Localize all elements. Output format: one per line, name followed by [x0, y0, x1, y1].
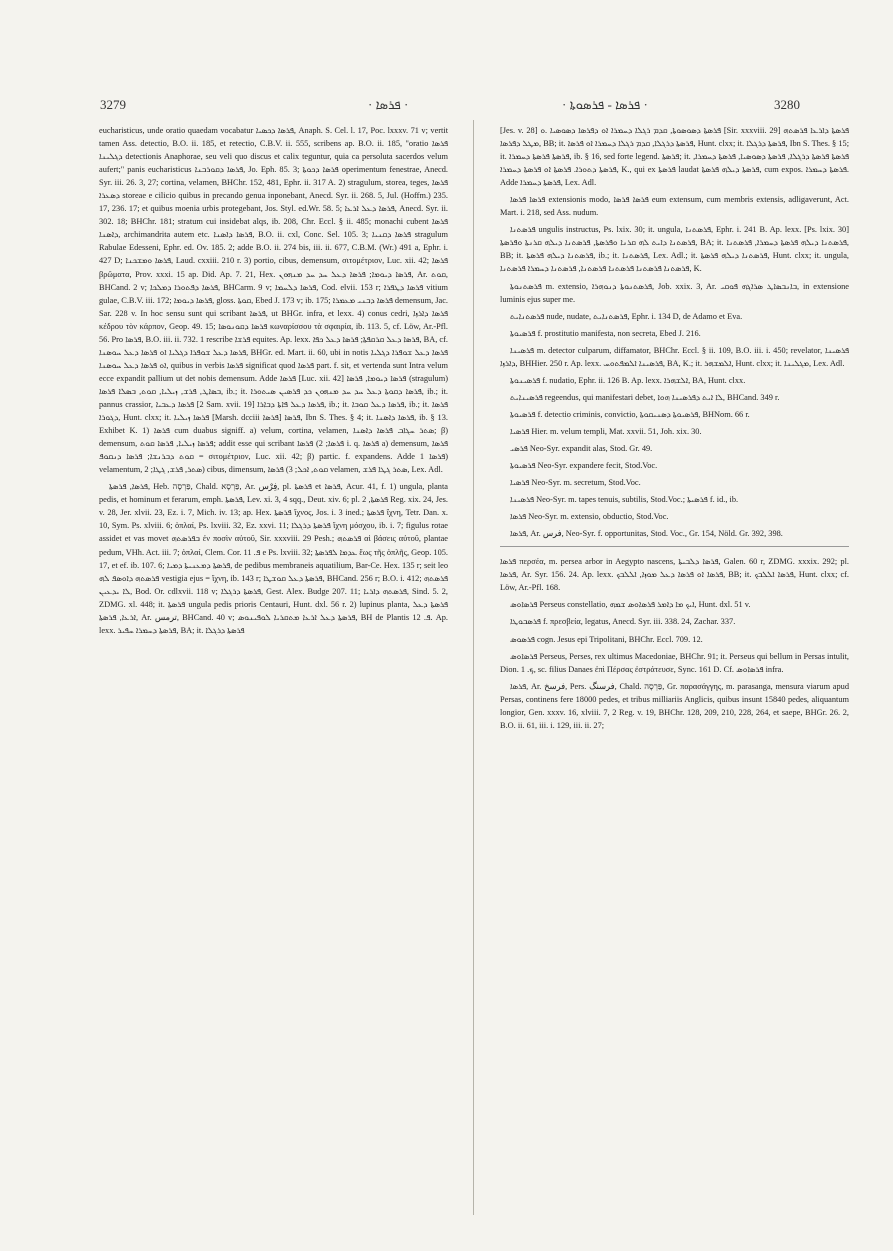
entry-right-16: ܦܪܣܐ, Ar. فرس, Neo-Syr. f. opportunitas, Stod. Voc., Gr. 154, Nöld. Gr. 392, 398. — [510, 529, 783, 539]
entry-right-11: ܦܪܣܝ Neo-Syr. expandit alas, Stod. Gr. 49. — [510, 443, 653, 453]
right-column — [500, 124, 849, 1214]
entry-right-5: ܦܪܣܝܘܬܐ f. prostitutio manifesta, non secreta, Ebed J. 216. — [510, 328, 701, 338]
entry-left-0: eucharisticus, unde oratio quaedam vocabatur ܦܪܣܐ ܕܟܣܝܐ, Anaph. S. Cel. l. 17, Poc. lxxxv. 71 v; vertit tamen Ass. detectio, B.O. ii. 185, et retectio, C.B.V. ii. 555, scribens ap. B.O. ii. 185, "oratio ܦܪܣܐ ܕܓܠܝܢܐ detectionis Anaphorae, seu veli quo discus et calix teguntur, quia ca persoluta sacerdos velum aufert;" panis eucharisticus ܦܪܣܐ ܕܩܘܪܒܢܐ, Jo. Eph. 85. 3; ܦܪܣܐ ܕܟܘܬܐ operimentum fenestrae, Anecd. Syr. iii. 26. 3, 27; cortina, velamen, BHChr. 152, 481, Ephr. ii. 317 A. 2) stragulum, storea, teges, ܦܪܣܐ ܕܣܥܪܐ storeae e cilicio quibus in precando genua inponebant, Anecd. Syr. ii. 268. 5, Jul. (Hoffm.) 235. 17, 236. 17; et quibus moenia urbis protegebant, Jos. Styl. ed.Wr. 58. 5; ܦܪܣܐ ܕܥܠ ܐܪܥܐ, Anecd. Syr. ii. 302. 18; BHChr. 181; stratum cui insidebat alqs, ib. 208, Chr. Eccl. § ii. 485; monachi cubent ܦܪܣܐ ܕܐܣܢܐ, archimandrita autem etc. ܦܪܣܐ ܕܐܣܢܐ, B.O. ii. cxl, Conc. Sel. 105. 3; ܦܪܣܐ ܕܩܢܝܐ stragulum Rabulae Edesseni, Ephr. ed. Ov. 185. 2; adde B.O. ii. 274 bis, iii. ii. 677, C.B.M. (Wr.) 491 a, Ephr. i. 427 D; ܦܪܣܐ ܘܡܫܟܢܐ, Laud. cxxiii. 210 r. 3) portio, cibus, demensum, σιτομέτριον, Luc. xii. 42; ܦܪܣܐ βρῶματα, Prov. xxxi. 15 ap. Did. Ap. 7. 21, Hex. ܦܪܣܐ ܕܝܘܡܐ; ܦܪܣܐ ܕܥܠ ܚܕ ܚܕ ܡܢܗܘܢ, Ar. ܩܘܬ, BHCand. 2 v; ܦܪܣܐ ܕܦܬܘܪܐ ܕܡܠܟܐ, BHCarm. 9 v; ܦܪܣܐ ܕܠܚܡܐ, Cod. elvii. 153 r; ܦܪܣܐ ܕܛܦܪܐ vitium gulae, C.B.V. iii. 172; ܦܪܣܐ ܕܝܘܡܐ, gloss. ܩܘܬܐ, Ebed J. 173 v; ib. 175; ܦܪܣܐ ܕܒܢܝ ܡܥܡܪܐ demensum, Jac. Sar. 228 v. In hoc sensu sunt qui scribant ܦܪܣܐ, ut BHGr. infra, et lexx. 4) conus cedri, ܦܪܣܐ ܕܐܪܙܐ κέδρου τὸν κάρπον, Geop. 49. 15; ܦܪܣܐ ܕܩܘܢܘܣܐ κωναρίσσου τὰ σφαιρία, ib. 113. 5, cf. Löw, Ar.-Pfl. 56. Pro ܦܪܣܐ, B.O. iii. ii. 732. 1 rescribe ܦܪܫܐ equites. Ap. lexx. ܦܪܣܐ ܕܥܠ ܩܪܩܦܬܐ; ܦܪܣܐ ܕܥܠ ܟܦܐ, BA, cf. ܦܪܣܐ ܕܥܠ ܫܘܦܪܐ ܕܓܠܝܐ ܐܘ ܦܪܣܐ ܕܥܠ ܚܘܣܢܐ, BHGr. ed. Mart. ii. 60, ubi in notis ܦܪܣܐ ܕܥܠ ܫܘܦܪܐ ܕܓܠܝܐ ܐܘ ܦܪܣܐ ܕܥܠ ܚܘܣܢܐ, quibus in verbis ܦܪܣܐ significat quod ܦܪܣܐ part. f. sit, et vertenda sunt Intra velum ecce expandit pallium ut det nobis demensum. Adde ܦܪܣܐ [Luc. xii. 42] ܦܪܣܐ ܕܝܘܡܐ, ܦܪܣܐ (stragulum) ܒܣܐܛ, ܦܪܫ, ܙܝܠܝܐ, ܩܘܬ, ܒܣܠܐ ܦܪܣܐ, ib.; it. ܦܪܣܐ ܕܩܘܬܐ ܕܥܠ ܚܕ ܚܕ ܡܢܗܘܢ ܟܕ ܦܪܣܝܢ ܣܝܬܘܪܐ, ib.; it. pannus crassior, ܦܪܣܐ ܕܥܒܝܐ [2 Sam. xvii. 19] ܦܪܣܐ ܕܥܠ ܦܐܬܐ ܕܒܐܪܐ, ib.; it. ܦܪܣܐ ܕܥܠ ܩܘܒܐ, ib.; it. ܦܪܣܐ ܕܓܘܪܐ, Hunt. clxx; it. ܦܪܣܐ ܙܝܠܝܐ [Marsh. dcciii ܦܪܣܐ] ܦܪܣܐ, Ibn S. Thes. § 4; it. ܦܪܣܐ ܕܐܣܢܐ, ib. § 13. Exhibet K. 1) ܦܪܣܐ cum duabus signiff. a) velum, cortina, velamen, ܣܬܪ ܚܓܐܒ ܦܪܣܐ ܕܐܣܢܐ; β) demensum, ܦܪܣܐ ܙܝܠܝܐ, ܦܪܣܐ ܩܘܬ; addit esse qui scribant ܦܪܣܐ; 2) ܦܪܣܐ i. q. ܦܪܣܐ a) demensum, ܦܪܣܐ ܩܘܬ ܕܒܪܢܫܐ; ܦܪܣܐ ܕܢܩܘܦ = σιτομέτριον, Luc. xii. 42; β) partic. f. expandens. Adde ܦܪܣܐ 1) velamentum, ܣܬܪ, ܦܪܫ, ܓܛܐ; 2) cibus, dimensum, ܩܘܬ, ܐܟܠ; 3) ܦܪܣܐ velamen, ܣܬܪ ܓܛܐ ܦܪܫ, Lex. Adl. — [99, 126, 448, 475]
entry-right-0: [Jes. v. 28] ܦܪܣܬܐ ܕܣܘܣܘܬܐ, ܩܕܡ ܪܓܠܐ ܕܚܡܪܐ ܐܘ ܕܦܪܣܐ ܕܣܘܣܝܐ .ܘ [Sir. xxxviii. 29] ܦܪܣܬܐ ܕܐܪܥܐ ܦܪܣܬܗ ܡܛܠ ܕܦܪܣܐ, BB; it. ܦܪܣܬܐ ܕܪܓܠܐ, ܩܕܡ ܪܓܠܐ ܕܚܡܪܐ ܐܘ ܦܪܣܐ, Hunt. clxx; it. ܦܪܣܬܐ ܕܪܓܠܐ, Ibn S. Thes. § 15; it. ܦܪܣܬܐ ܦܪܣܬܐ ܕܚܡܪܐ, ib. § 16, sed forte legend. ܦܪܣܬܐ; it. ܦܪܣܬܐ ܦܪܣܬܐ ܕܪܓܠܐ, ܦܪܣܬܐ ܕܣܘܣܝܐ, ܦܪܣܬܐ ܕܚܡܪܐ, ܦܪܣܬܐ ܕܬܘܪܐ. ܦܪܣܬܐ ܐܘ ܦܪܣܬܐ ܕܚܡܪܐ, K., qui ex ܦܪܣܬܐ laudat ܦܪܣܬܐ ܕܝܠܗ ܦܪܣܬܐ, cum expos. ܦܪܣܬܐ ܕܚܡܪܐ. Adde ܦܪܣܬܐ ܕܚܡܪܐ, Lex. Adl. — [500, 126, 849, 188]
entry-right-7: ܦܪܣܝܢܘܬܐ f. nudatio, Ephr. ii. 126 B. Ap. lexx. ܐܠܫܗܪܐ, BA, Hunt. clxx. — [510, 375, 746, 385]
running-title-right: · ܦܪܣܐ - ܦܪܣܘܬܐ · — [562, 97, 648, 112]
page-number-right: 3280 — [774, 97, 800, 112]
entry-right-9: ܦܪܣܝܘܬܐ f. detectio criminis, convictio, ܦܪܣܝܘܬܐ ܕܣܢܝܩܘܬܐ, BHNom. 66 r. — [510, 409, 750, 419]
entry-left-1: ܦܪܣܐ, ܦܪܣܬܐ, Heb. פַּרְסָה, Chald. פַּרְסָא, Ar. فِرْس, pl. ܦܪܣܬܐ et ܦܪܣܐ, Acur. 41, f. 1) ungula, planta pedis, et hominum et ferarum, emph. ܦܪܣܬܐ, Lev. xi. 3, 4 sqq., Deut. xiv. 6; pl. ܦܪܣܬܐ, 2 Reg. xix. 24, Jes. v. 28, Jer. xlvii. 23, Ez. i. 7, Mich. iv. 13; ap. Hex. ܦܪܣܬܐ ἴχνος, Jos. i. 3 ined.; ܦܪܣܬܐ ἴχνη, Tetr. Dan. x. 10, Sym. Ps. xlviii. 6; ὁπλαί, Ps. lxviii. 32, Ez. xxvi. 11; ܦܪܣܬܐ ܕܪܓܠܐ ἴχνη μόσχου, ib. i. 7; figulus rotae assidet et vas movet ܒܦܪܣܬܗ ἐν ποσὶν αὐτοῦ, Sir. xxxviii. 29 Pesh.; ܦܪܣܬܗ αἱ βάσεις αὐτοῦ, plantae pedum, VHh. Act. iii. 7; ὁπλαί, Clem. Cor. ܦ. 11 e Ps. lxviii. 32; ܥܕܡܐ ܠܦܪܣܬܐ ἕως τῆς ὁπλῆς, Geop. 105. 17, et ef. ib. 107. 6; ܦܪܣܬܐ ܕܡܥܢܝܬܐ ܕܡܝܐ, de pedibus membraneis aquatilium, Bar-Ce. Hex. 135 r; seit leo ܦܪܣܬܗ ܕܐܘܣܦ ܠܗ vestigia ejus = ἴχνη, ib. 143 r; ܦܪܣܬܐ ܕܥܠ ܩܘܫܛܐ, BHCand. 256 r; B.O. i. 412; ܦܪܣܬܗ ܠܐ ܝܕܥܝܢ, Bod. Or. cdlxvii. 118 v; ܦܪܣܬܐ ܕܪܓܠܐ, Gest. Alex. Budge 207. 11; ܦܪܣܬܗ ܕܐܪܝܐ, Sind. 5. 2, ZDMG. xl. 448; it. ܦܪܣܬܐ ungula pedis prioris Centauri, Hunt. dxl. 56 r. 2) lupinus planta, ܦܪܣܬܐ ܕܥܠ ܐܪܥܐ, ܦܪܣܬܐ, Ar. ترمس, BHCand. 40 v; ܦܪܣܬܐ ܕܥܠ ܐܪܥܐ ܡܬܩܪܝܐ ܠܘܦܝܢܘܣ, BH de Plantis ܦ. 12. Ap. lexx. ܦܪܣܬܐ ܕܚܡܪܐ ܚܦܝܪ, BA; it. ܦܪܣܬܐ ܕܪܓܠܐ — [99, 482, 448, 635]
running-title-left: · ܦܪܣܐ · — [368, 97, 409, 112]
entry-right-b3: ܦܪܣܘܣ cogn. Jesus epi Tripolitani, BHChr. Eccl. 709. 12. — [510, 634, 703, 644]
running-header — [100, 97, 800, 113]
entry-right-8: ܦܪܣܝܢܐܝܬ regeendus, qui manifestari debet, ܠܐ ܐܝܬ ܕܦܪܣܝܢܐ ܗܘܐ, BHCand. 349 r. — [510, 392, 780, 402]
entry-right-6: ܦܪܣܝܢܐ m. detector culparum, diffamator, BHChr. Eccl. § ii. 109, B.O. iii. i. 450; revelator, ܦܪܣܝܢܐ ܕܐܪܙܐ, BHHier. 250 r. Ap. lexx. ܦܪܣܝܢܐ ܐܠܡܦܬܘܚ, BA, K.; it. ܐܠܡܫܗܪ, Hunt. clxx; it. ܡܓܠܝܢܐ, Lex. Adl. — [500, 345, 849, 368]
entry-right-2: ܦܪܣܬܢܐ ungulis instructus, Ps. lxix. 30; it. ungula, ܦܪܣܬܢܐ, Ephr. i. 241 B. Ap. lexx. [Ps. lxix. 30] ܦܪܣܬܢܐ ܕܐܝܬ ܠܗ ܩܪܢܐ ܘܦܪܣܬܐ, ܦܪܣܬܢܐ ܕܝܠܗ ܩܪܢܬܐ ܘܦܪܣܬܐ, BA; it. ܦܪܣܬܢܐ ܕܝܠܗ ܦܪܣܬܐ ܕܚܡܪܐ, ܦܪܣܬܢܐ, BB; it. ܦܪܣܬܢܐ ܕܝܠܗ ܦܪܣܬܐ, ib.; it. ܦܪܣܬܢܐ, Lex. Adl.; it. ܦܪܣܬܢܐ ܕܝܠܗ ܦܪܣܬܐ, Hunt. clxx; it. ungula, ܦܪܣܬܢܐ ܦܪܣܬܢܐ ܦܪܣܬܢܐ ܦܪܣܬܢܐ, ܦܪܣܬܢܐ ܕܚܡܪܐ ܦܪܣܬܢܐ, K. — [500, 225, 849, 274]
left-column — [99, 124, 448, 1214]
entry-right-b0: ܦܪܣܐ περσέα, m. persea arbor in Aegypto nascens, ܦܪܣܐ ܕܠܒܝܬܐ, Galen. 60 r, ZDMG. xxxix. 292; pl. ܦܪܣܐ, Ar. Syr. 156. 24. Ap. lexx. ܦܪܣܐ ܐܘ ܦܪܣܐ ܕܥܠ ܡܘܙܐ, ܐܠܠܒܟ, BB; it. ܦܪܣܐ ܐܠܠܒܟ, Hunt. clxx; cf. Löw, Ar.-Pfl. 168. — [500, 557, 849, 593]
page-number-left: 3279 — [100, 97, 126, 112]
entry-right-b4: ܦܪܣܐܘܣ Perseus, Perses, rex ultimus Macedoniae, BHChr. 91; it. Perseus qui bellum in Persas intulit, Dion. ܟ. 1, sc. filius Danaes ἐπὶ Πέρσας ἐστράτευσε, Sync. 161 D. Cf. ܦܪܣܐܘܣ infra. — [500, 651, 849, 674]
section-rule — [500, 546, 849, 547]
entry-right-1: ܦܪܣܐ ܦܪܣܐ extensionis modo, ܦܪܣܐ ܦܪܣܐ eum extensum, cum membris extensis, adligaverunt, Act. Mart. i. 218, sed Ass. nudum. — [500, 195, 849, 218]
column-divider — [473, 120, 474, 1215]
entry-right-13: ܦܪܣܝܐ Neo-Syr. m. secretum, Stod.Voc. — [510, 478, 641, 488]
entry-right-12: ܦܪܣܝܘܬܐ Neo-Syr. expandere fecit, Stod.Voc. — [510, 461, 658, 471]
entry-right-4: ܦܪܣܬܢܐܝܬ nude, nudate, ܦܪܣܬܢܐܝܬ, Ephr. i. 134 D, de Adamo et Eva. — [510, 311, 743, 321]
entry-right-b5: ܦܪܣܐ, Ar. فرسخ, Pers. فرسنگ, Chald. פַּרְסָה, Gr. παρασάγγης, m. parasanga, mensura viarum apud Persas, continens fere 18000 pedes, et tribus milliariis Anglicis, quibus insunt 15840 pedes, aliquantum longior, Gen. xxxv. 16, xlviii. 7, 2 Reg. v. 19, BHChr. 128, 209, 210, 228, 264, et saepe, BHGr. 26. 2, B.O. ii. 61, iii. i. 129, iii. ii. 27; — [500, 681, 849, 730]
entry-right-15: ܦܪܣܐ Neo-Syr. m. extensio, obductio, Stod.Voc. — [510, 512, 669, 522]
entry-right-b1: ܦܪܣܐܘܣ Perseus constellatio, ܐܝܟ ܡܐ ܕܐܡܪ ܦܪܣܐܘܣ ܫܡܗ, Hunt. dxl. 51 v. — [510, 600, 751, 610]
entry-right-10: ܦܪܣܝܐ Hier. m. velum templi, Mat. xxvii. 51, Joh. xix. 30. — [510, 426, 702, 436]
entry-right-3: ܦܪܣܬܢܘܬܐ m. extensio, ܦܪܣܬܢܘܬܐ ܕܢܘܗܪܐ, Job. xxix. 3, Ar. ܒܐܢܒܣܐܛ ܣܪܐܓܗ ܦܘܩܝ, in extensione luminis ejus super me. — [500, 281, 849, 304]
entry-right-14: ܦܪܣܝܢܐ Neo-Syr. m. tapes tenuis, subtilis, Stod.Voc.; ܦܪܣܝܬܐ f. id., ib. — [510, 495, 739, 505]
entry-right-b2: ܦܪܣܒܘܛܐ f. πρεσβεία, legatus, Anecd. Syr. iii. 338. 24, Zachar. 337. — [510, 617, 736, 627]
